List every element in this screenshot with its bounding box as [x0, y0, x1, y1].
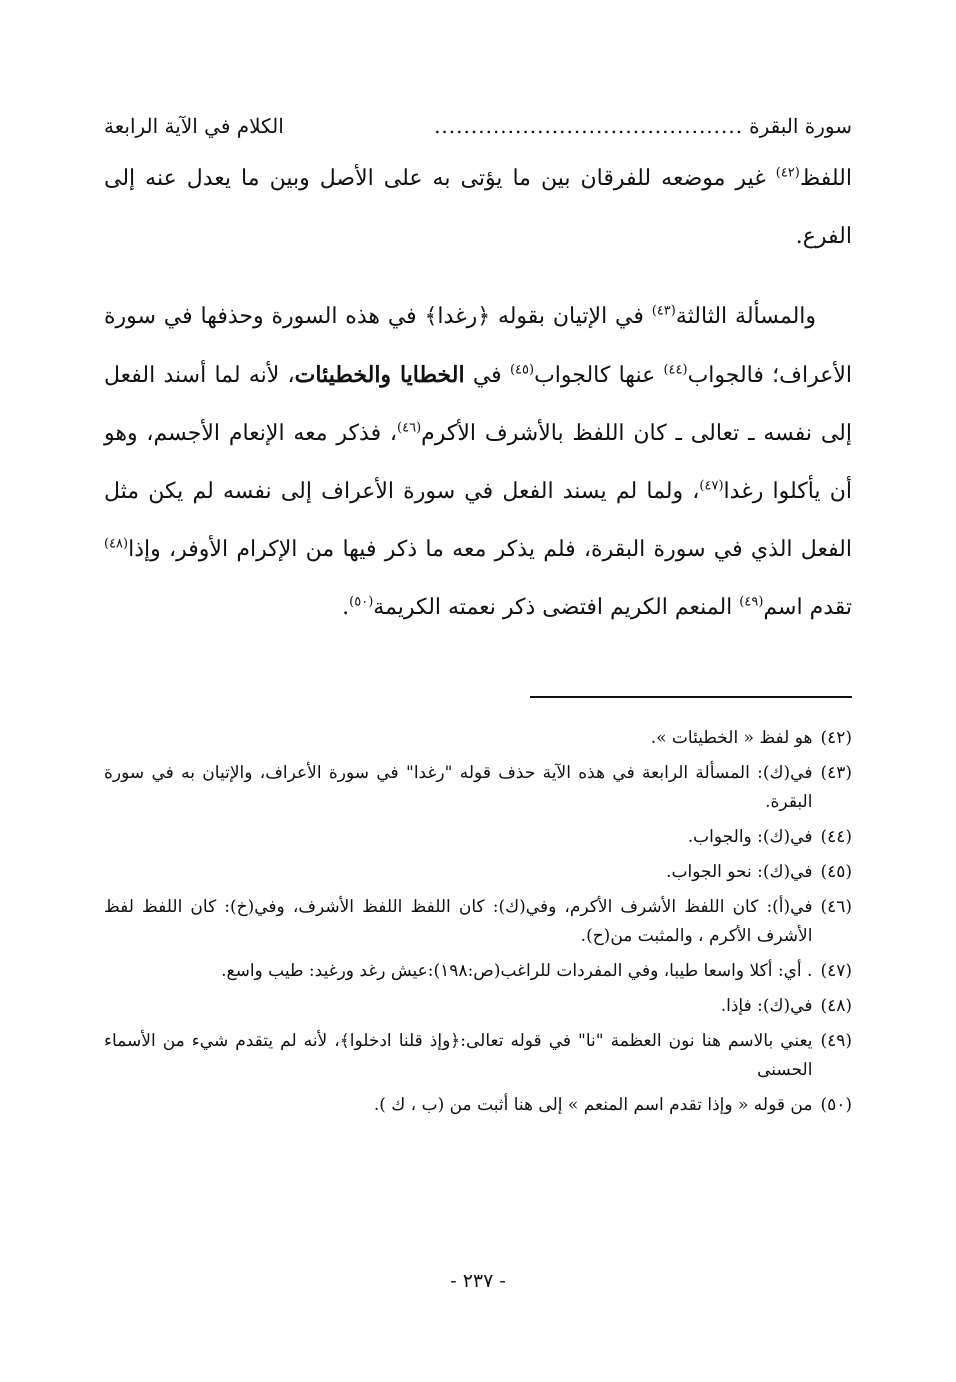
footnote-item	[104, 957, 852, 986]
footnote-text: يعني بالاسم هنا نون العظمة "نا" في قوله تعالى:﴿وإذ قلنا ادخلوا﴾، لأنه لم يتقدم شيء من الأسماء الحسنى	[104, 1031, 813, 1080]
footnote-separator-rule	[530, 696, 852, 698]
text-run: ، لأنه لما أسند الفعل إلى نفسه ـ تعالى ـ كان اللفظ بالأشرف الأكرم	[104, 363, 852, 446]
header-dot-leader: ..........................................	[434, 114, 744, 138]
text-run: .	[342, 595, 350, 620]
footnote-item	[104, 1027, 852, 1085]
footnotes-section	[104, 724, 852, 1126]
footnote-number: (٤٧)	[820, 961, 852, 981]
footnote-number: (٤٤)	[820, 827, 852, 847]
text-run: في الإتيان بقوله ﴿رغدا﴾ في هذه السورة وحذفها في سورة الأعراف؛ فالجواب	[104, 304, 852, 388]
footnote-item	[104, 992, 852, 1021]
running-header	[104, 108, 852, 144]
footnote-text: من قوله « وإذا تقدم اسم المنعم » إلى هنا أثبت من (ب ، ك ).	[373, 1095, 813, 1115]
footnote-ref-43[interactable]: (٤٣)	[651, 303, 676, 319]
main-text	[104, 150, 852, 637]
header-surah-name: سورة البقرة	[749, 114, 852, 138]
footnote-text: في(ك): فإذا.	[720, 996, 813, 1016]
text-run: المنعم الكريم افتضى ذكر نعمته الكريمة	[373, 595, 740, 620]
footnote-item	[104, 823, 852, 852]
footnote-ref-42[interactable]: (٤٢)	[775, 165, 800, 181]
header-section-title: الكلام في الآية الرابعة	[104, 114, 284, 138]
text-run: اللفظ	[799, 166, 852, 191]
footnote-number: (٤٦)	[820, 897, 852, 917]
text-run: ، فذكر معه الإنعام الأجسم، وهو أن يأكلوا رغدا	[104, 421, 853, 504]
text-run: عنها كالجواب	[534, 363, 664, 388]
text-run: تقدم اسم	[763, 595, 852, 620]
footnote-ref-44[interactable]: (٤٤)	[663, 362, 688, 378]
text-run: غير موضعه للفرقان بين ما يؤتى به على الأصل وبين ما يعدل عنه إلى الفرع.	[104, 166, 852, 249]
text-run: في	[464, 363, 510, 388]
bold-phrase: الخطايا والخطيئات	[294, 362, 465, 388]
footnote-number: (٤٢)	[820, 728, 852, 748]
footnote-item	[104, 858, 852, 887]
page-number: - ٢٣٧ -	[450, 1270, 506, 1292]
footnote-text: هو لفظ « الخطيئات ».	[650, 728, 813, 748]
footnote-number: (٤٥)	[820, 862, 852, 882]
footnote-ref-48[interactable]: (٤٨)	[104, 536, 129, 552]
footnote-text: . أي: أكلا واسعا طيبا، وفي المفردات للراغب(ص:١٩٨):عيش رغد ورغيد: طيب واسع.	[221, 961, 813, 981]
footnote-text: في(ك): المسألة الرابعة في هذه الآية حذف قوله "رغدا" في سورة الأعراف، والإتيان به في سورة البقرة.	[104, 763, 813, 812]
footnote-text: في(ك): والجواب.	[687, 827, 813, 847]
footnote-ref-49[interactable]: (٤٩)	[739, 594, 764, 610]
paragraph-1	[104, 150, 852, 266]
paragraph-2	[104, 288, 852, 637]
footnote-number: (٤٩)	[820, 1031, 852, 1051]
footnote-ref-50[interactable]: (٥٠)	[349, 594, 374, 610]
footnote-item	[104, 724, 852, 753]
footnote-number: (٤٨)	[820, 996, 852, 1016]
footnote-number: (٥٠)	[820, 1095, 852, 1115]
footnote-ref-47[interactable]: (٤٧)	[699, 478, 724, 494]
footnote-ref-46[interactable]: (٤٦)	[397, 420, 422, 436]
footnote-text: في(أ): كان اللفظ الأشرف الأكرم، وفي(ك): كان اللفظ اللفظ الأشرف، وفي(خ): كان اللفظ لفظ الأشرف الأكرم ، والمثبت من(ح).	[104, 897, 813, 946]
footnote-item	[104, 759, 852, 817]
text-run: والمسألة الثالثة	[675, 304, 817, 329]
footnote-ref-45[interactable]: (٤٥)	[509, 362, 535, 378]
text-run: ، ولما لم يسند الفعل في سورة الأعراف إلى نفسه لم يكن مثل الفعل الذي في سورة البقرة، فلم يذكر معه ما ذكر فيها من الإكرام الأوفر، وإذا	[104, 479, 853, 562]
footnote-item	[104, 1091, 852, 1120]
footnote-item	[104, 893, 852, 951]
footnote-number: (٤٣)	[820, 763, 852, 783]
footnote-text: في(ك): نحو الجواب.	[666, 862, 813, 882]
